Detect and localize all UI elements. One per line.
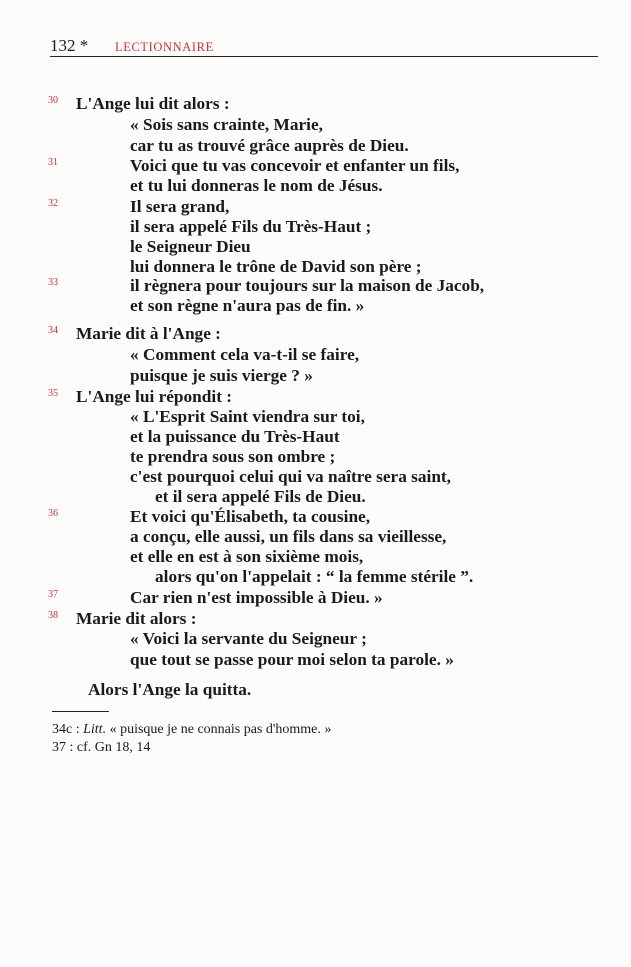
text-line: le Seigneur Dieu [130,237,251,256]
verse-number-38: 38 [48,610,58,621]
text-line: et elle en est à son sixième mois, [130,547,364,566]
text-line: « Comment cela va-t-il se faire, [130,345,360,364]
text-line: « Sois sans crainte, Marie, [130,115,323,134]
footnote-37: 37 : cf. Gn 18, 14 [52,740,151,755]
text-line: L'Ange lui dit alors : [76,94,230,113]
verse-number-34: 34 [48,325,58,336]
text-line: « Voici la servante du Seigneur ; [130,629,367,648]
text-line: et la puissance du Très-Haut [130,427,340,446]
text-line: Et voici qu'Élisabeth, ta cousine, [130,507,371,526]
text-line: et son règne n'aura pas de fin. » [130,296,365,315]
text-line: Marie dit alors : [76,609,197,628]
text-line: car tu as trouvé grâce auprès de Dieu. [130,136,409,155]
section-title: LECTIONNAIRE [115,40,214,54]
text-line: Alors l'Ange la quitta. [88,680,252,699]
text-line: que tout se passe pour moi selon ta parole. » [130,650,454,669]
text-line: L'Ange lui répondit : [76,387,233,406]
verse-number-33: 33 [48,277,58,288]
page-number: 132 * [50,36,89,55]
text-line: et tu lui donneras le nom de Jésus. [130,176,383,195]
text-line: et il sera appelé Fils de Dieu. [155,487,366,506]
text-line: a conçu, elle aussi, un fils dans sa vieillesse, [130,527,447,546]
text-line: te prendra sous son ombre ; [130,447,336,466]
text-line: Il sera grand, [130,197,230,216]
verse-number-31: 31 [48,157,58,168]
text-line: Car rien n'est impossible à Dieu. » [130,588,383,607]
verse-number-35: 35 [48,388,58,399]
footnote-34c [52,721,331,738]
footnote-abbr: Litt. [83,722,107,737]
text-line: il sera appelé Fils du Très-Haut ; [130,217,372,236]
verse-number-36: 36 [48,508,58,519]
footnote-text: « puisque je ne connais pas d'homme. » [106,722,332,737]
verse-number-37: 37 [48,589,58,600]
text-line: puisque je suis vierge ? » [130,366,313,385]
footnote-ref: 34c : [52,722,84,737]
verse-number-32: 32 [48,198,58,209]
verse-number-30: 30 [48,95,58,106]
text-line: alors qu'on l'appelait : “ la femme stérile ”. [155,567,474,586]
text-line: Marie dit à l'Ange : [76,324,221,343]
footnote-divider [52,711,109,712]
text-line: c'est pourquoi celui qui va naître sera saint, [130,467,452,486]
text-line: lui donnera le trône de David son père ; [130,257,422,276]
text-line: il règnera pour toujours sur la maison de Jacob, [130,276,485,295]
page-header [50,36,598,57]
text-line: Voici que tu vas concevoir et enfanter un fils, [130,156,460,175]
text-line: « L'Esprit Saint viendra sur toi, [130,407,365,426]
